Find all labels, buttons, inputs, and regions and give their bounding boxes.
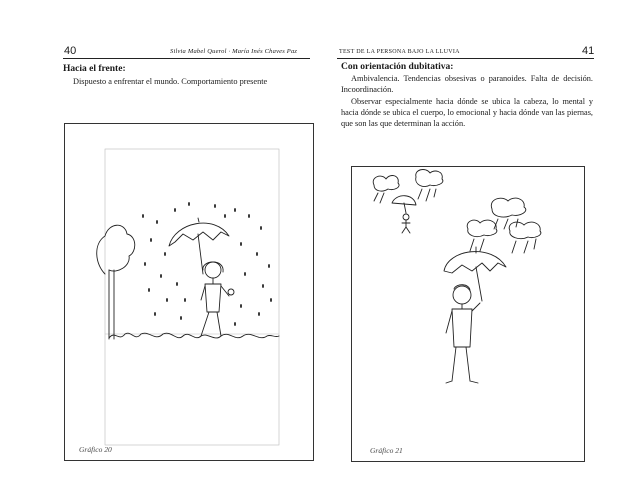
right-running-head: TEST DE LA PERSONA BAJO LA LLUVIA — [339, 49, 460, 55]
left-paragraph: Dispuesto a enfrentar el mundo. Comportamiento presente — [73, 77, 268, 86]
left-section-heading: Hacia el frente: — [63, 64, 126, 74]
left-running-head: Silvia Mabel Querol · María Inés Chaves Paz — [170, 48, 298, 55]
figure-21-frame — [351, 166, 585, 462]
figure-20-drawing — [65, 124, 313, 460]
right-paragraph-2: Observar especialmente hacia dónde se ubica la cabeza, lo mental y hacia dónde se ubica el cuerpo, lo emocional y hacia dónde van las piernas, que son las que determinan la acción. — [341, 97, 593, 129]
figure-20-frame — [64, 123, 314, 461]
left-header-rule — [63, 58, 310, 59]
left-page-number: 40 — [64, 45, 77, 57]
figure-20-caption: Gráfico 20 — [79, 445, 112, 454]
right-page-number: 41 — [582, 45, 595, 57]
figure-21-caption: Gráfico 21 — [370, 446, 403, 455]
figure-21-drawing — [352, 167, 584, 461]
right-section-heading: Con orientación dubitativa: — [341, 62, 454, 72]
right-header-rule — [337, 58, 594, 59]
right-paragraph-1: Ambivalencia. Tendencias obsesivas o paranoides. Falta de decisión. Incoordinación. — [341, 74, 593, 95]
